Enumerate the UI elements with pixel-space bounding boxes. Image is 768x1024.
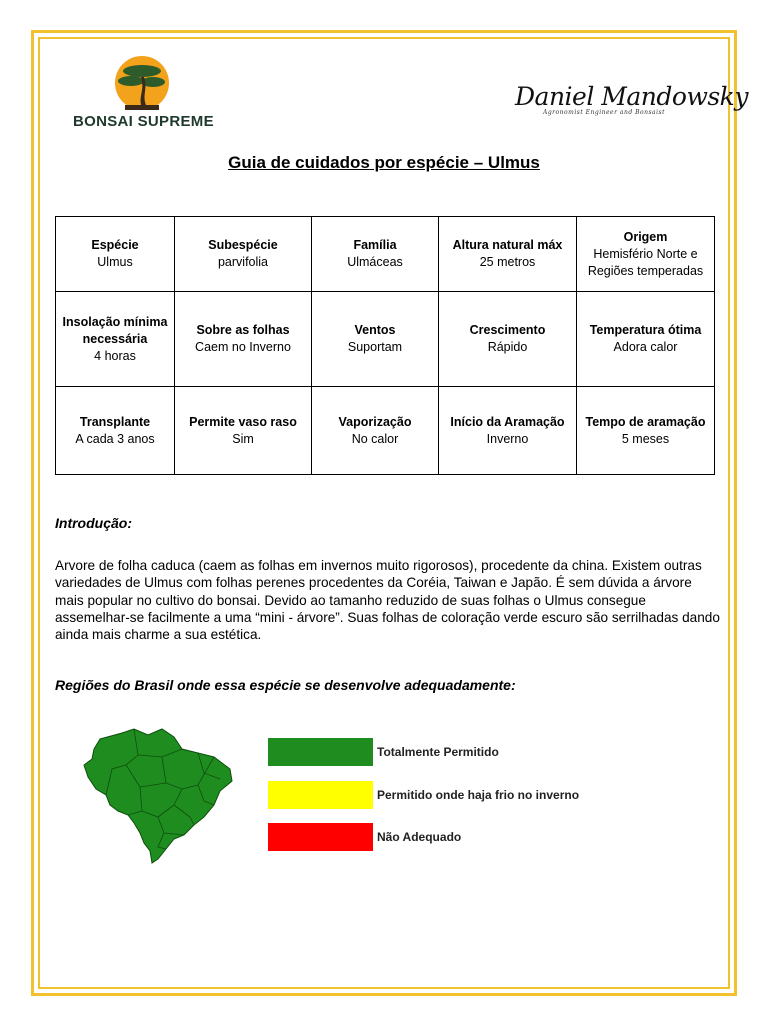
- signature-name: Daniel Mandowsky: [515, 82, 748, 111]
- author-signature: [515, 82, 748, 132]
- cell-value: Sim: [232, 431, 254, 446]
- cell-key: Crescimento: [469, 323, 546, 337]
- intro-heading: Introdução:: [55, 515, 132, 531]
- cell-key: Insolação mínima necessária: [62, 314, 168, 346]
- cell-key: Vaporização: [338, 414, 412, 429]
- cell-key: Família: [353, 238, 397, 252]
- table-cell: [175, 387, 312, 475]
- cell-value: Caem no Inverno: [195, 340, 291, 354]
- table-cell: [56, 387, 175, 475]
- cell-value: Ulmus: [97, 255, 133, 269]
- cell-key: Espécie: [91, 238, 139, 252]
- cell-value: Inverno: [486, 431, 529, 446]
- brazil-outline: [84, 729, 232, 863]
- table-cell: [577, 387, 715, 475]
- cell-value: Adora calor: [613, 340, 678, 354]
- table-cell: [439, 387, 577, 475]
- table-cell: [175, 217, 312, 292]
- signature-subtitle: Agronomist Engineer and Bonsaist: [543, 109, 666, 116]
- table-cell: [577, 217, 715, 292]
- legend-label: Não Adequado: [377, 830, 462, 844]
- cell-key: Sobre as folhas: [196, 323, 290, 337]
- table-cell: [175, 292, 312, 387]
- cell-key: Permite vaso raso: [189, 414, 297, 429]
- cell-value: 4 horas: [94, 348, 136, 363]
- cell-key: Início da Aramação: [450, 414, 565, 429]
- cell-value: Ulmáceas: [347, 255, 403, 269]
- cell-key: Origem: [623, 229, 668, 244]
- legend-swatch-red: [268, 823, 373, 851]
- cell-value: 25 metros: [479, 255, 536, 269]
- table-row: [56, 387, 715, 475]
- cell-value: Suportam: [347, 340, 403, 354]
- cell-key: Altura natural máx: [452, 238, 563, 252]
- bonsai-tree-icon: [111, 55, 173, 113]
- table-row: [56, 292, 715, 387]
- brazil-map: [82, 725, 234, 870]
- cell-key: Transplante: [79, 414, 151, 429]
- legend-swatch-yellow: [268, 781, 373, 809]
- cell-value: Rápido: [487, 340, 528, 354]
- legend-swatch-green: [268, 738, 373, 766]
- document-title: Guia de cuidados por espécie – Ulmus: [228, 153, 540, 172]
- legend-label: Permitido onde haja frio no inverno: [377, 788, 580, 802]
- cell-value: A cada 3 anos: [75, 431, 155, 446]
- table-row: [56, 217, 715, 292]
- table-cell: [577, 292, 715, 387]
- bonsai-supreme-logo: [70, 55, 220, 135]
- intro-paragraph: Arvore de folha caduca (caem as folhas em invernos muito rigorosos), procedente da china. Existem outras variedades de Ulmus com folhas perenes procedentes da Coréia, Taiwan e Japão. É sem dúvida a árvore mais popular no cultivo do bonsai. Devido ao tamanho reduzido de suas folhas o Ulmus consegue assemelhar-se facilmente a uma “mini - árvore”. Suas folhas de coloração verde escuro são serrilhadas dando ainda mais charme a sua estética.: [55, 558, 720, 643]
- table-cell: [56, 292, 175, 387]
- legend-label: Totalmente Permitido: [377, 745, 499, 759]
- table-cell: [439, 217, 577, 292]
- cell-value: 5 meses: [621, 431, 670, 446]
- cell-key: Temperatura ótima: [589, 323, 702, 337]
- cell-key: Tempo de aramação: [585, 414, 706, 429]
- brand-name: BONSAI SUPREME: [73, 113, 214, 130]
- cell-value: parvifolia: [217, 255, 269, 269]
- table-cell: [312, 292, 439, 387]
- table-cell: [56, 217, 175, 292]
- cell-value: Hemisfério Norte e Regiões temperadas: [587, 246, 704, 278]
- table-cell: [312, 387, 439, 475]
- table-cell: [439, 292, 577, 387]
- regions-heading: Regiões do Brasil onde essa espécie se desenvolve adequadamente:: [55, 677, 516, 693]
- cell-key: Ventos: [354, 323, 396, 337]
- care-table: [55, 216, 715, 475]
- cell-key: Subespécie: [208, 238, 278, 252]
- cell-value: No calor: [351, 431, 399, 446]
- table-cell: [312, 217, 439, 292]
